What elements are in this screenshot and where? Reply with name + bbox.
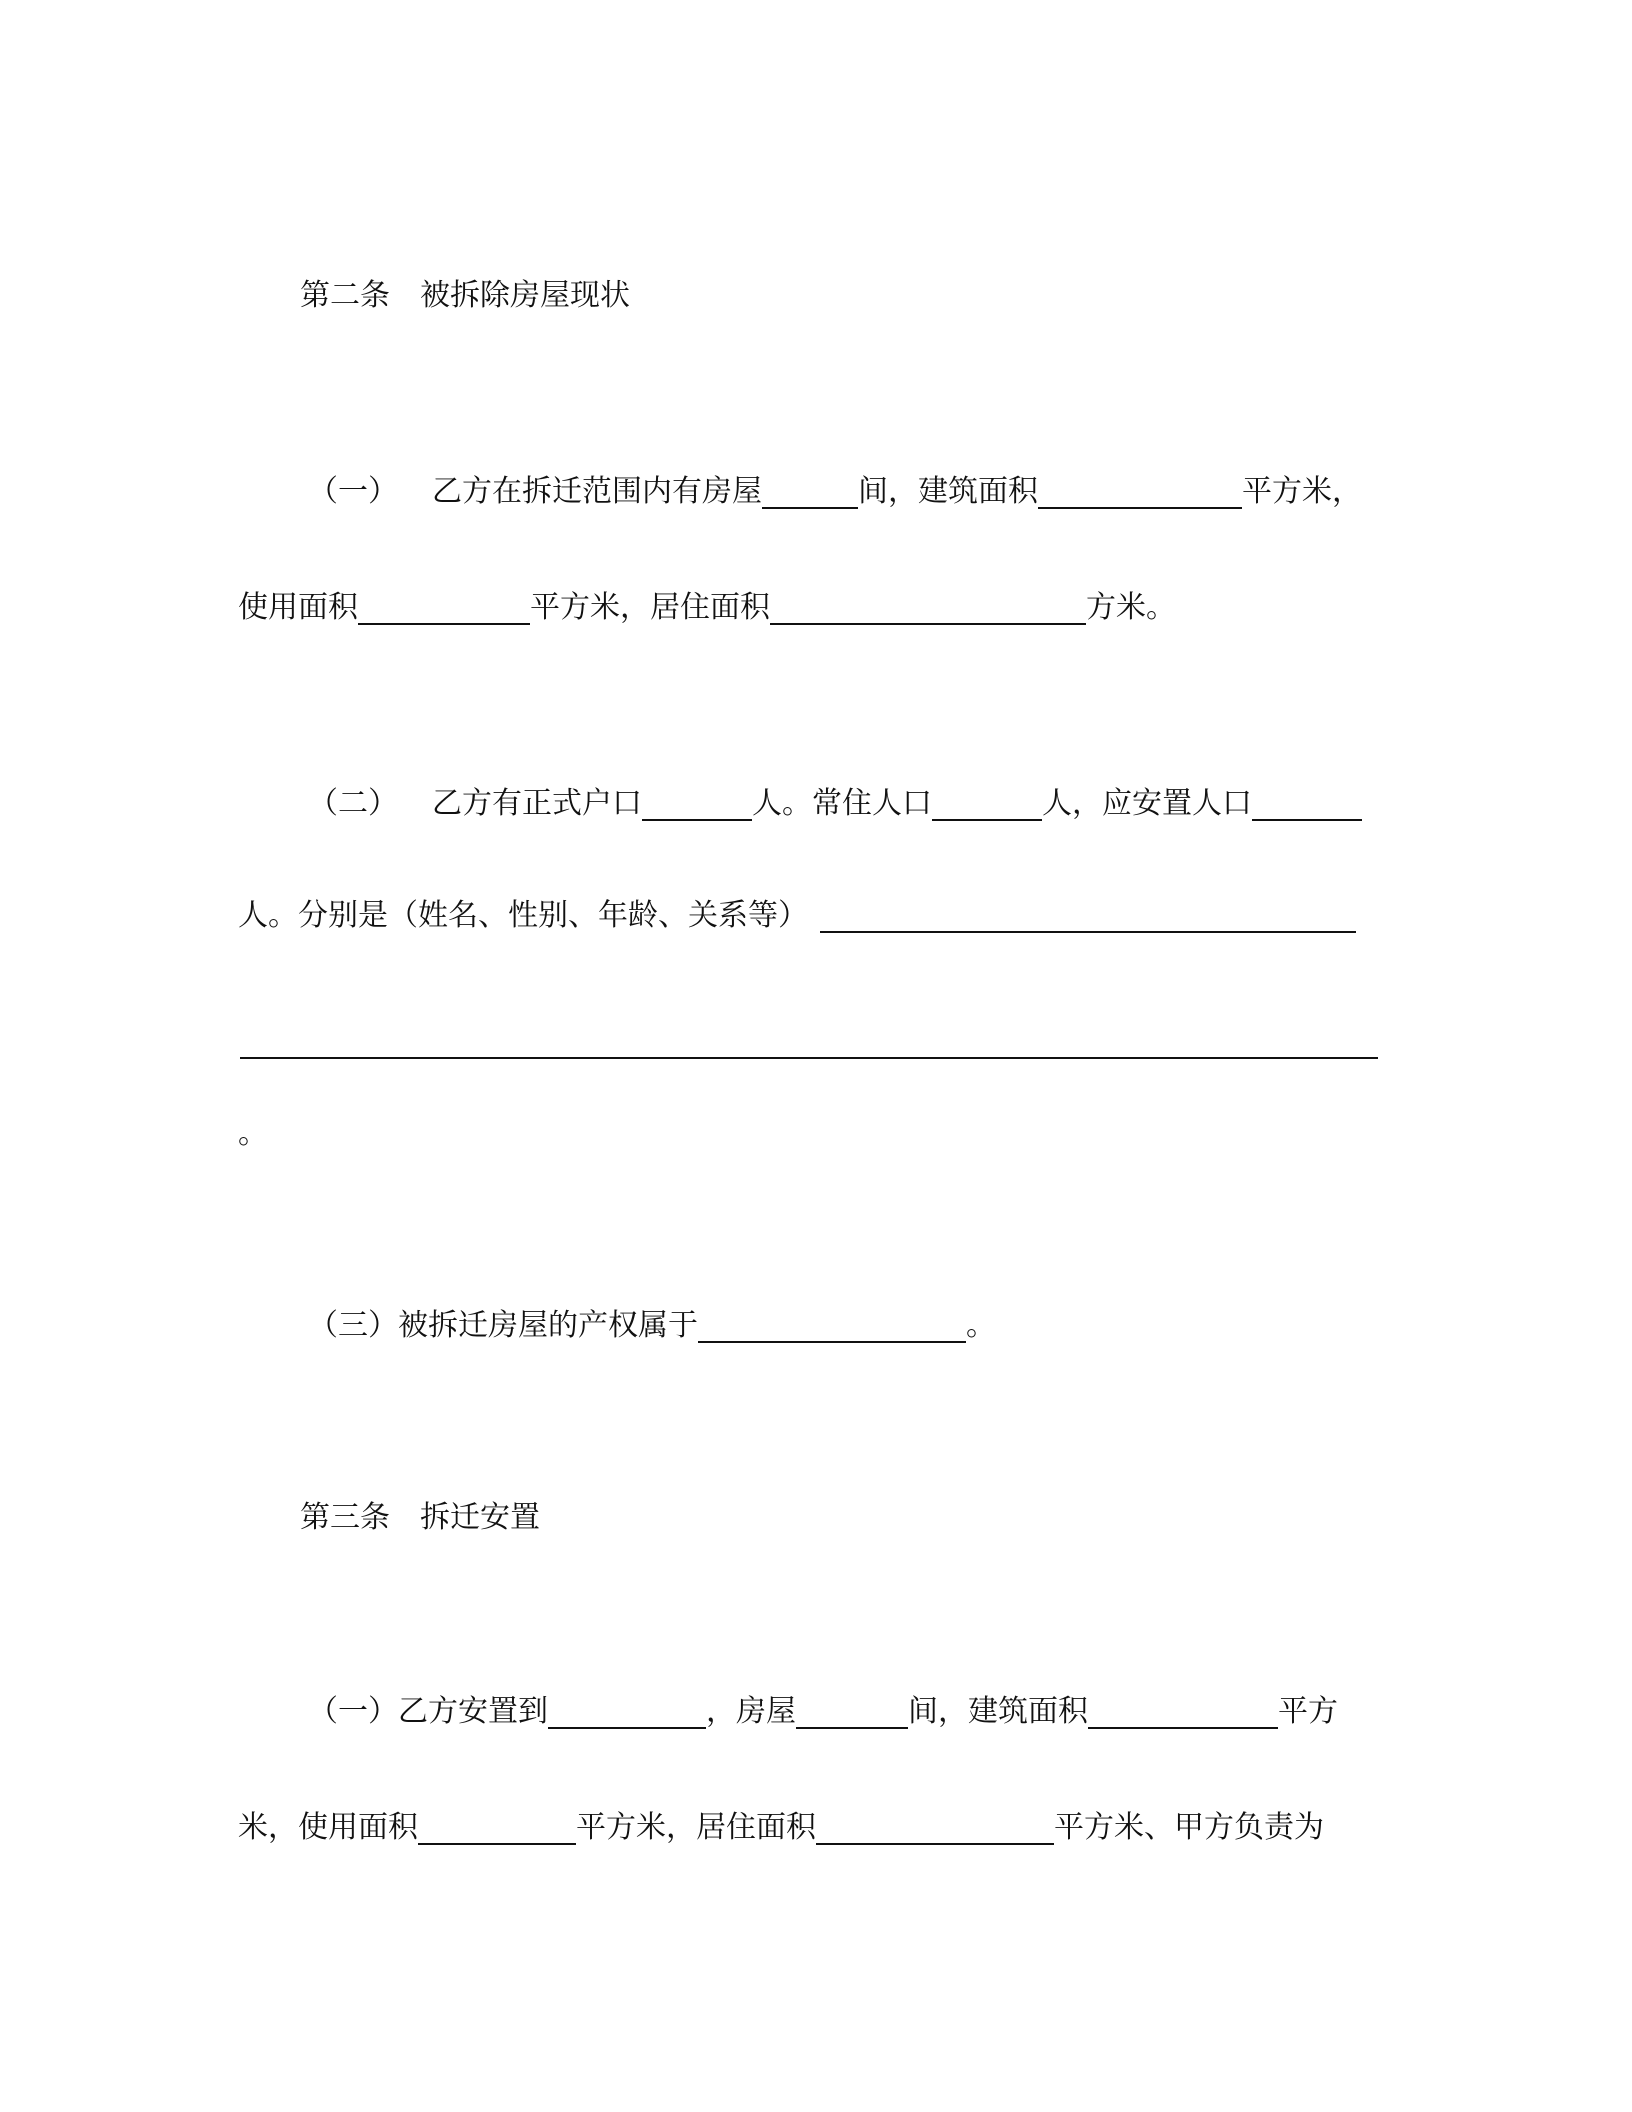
blank-resident-persons-field[interactable] (932, 819, 1042, 821)
item-text: ，房屋 (706, 1694, 796, 1729)
blank-new-usable-area-field[interactable] (418, 1843, 576, 1845)
article-2-item-2-line-3 (238, 1114, 268, 1154)
item-text: 平方米、甲方负责为 (1054, 1810, 1324, 1845)
item-text: 乙方在拆迁范围内有房屋 (432, 474, 762, 509)
blank-rooms-field[interactable] (762, 507, 858, 509)
item-text: 人。常住人口 (752, 786, 932, 821)
article-2-item-2-line-1 (308, 784, 1362, 824)
article-3-heading-text: 第三条 拆迁安置 (300, 1500, 540, 1535)
article-2-item-1-line-2 (238, 588, 1176, 628)
item-text: 平方 (1278, 1694, 1338, 1729)
item-text: 间，建筑面积 (908, 1694, 1088, 1729)
article-2-item-2-line-2 (238, 896, 1356, 936)
article-3-heading (300, 1498, 540, 1538)
blank-resettle-persons-field[interactable] (1252, 819, 1362, 821)
item-text: 乙方有正式户口 (432, 786, 642, 821)
item-text: 方米。 (1086, 590, 1176, 625)
blank-living-area-field[interactable] (770, 623, 1086, 625)
blank-new-building-area-field[interactable] (1088, 1727, 1278, 1729)
article-3-item-1-line-2 (238, 1808, 1324, 1848)
blank-building-area-field[interactable] (1038, 507, 1242, 509)
item-text: 人，应安置人口 (1042, 786, 1252, 821)
item-text: 米，使用面积 (238, 1810, 418, 1845)
item-label: （一） (308, 474, 398, 509)
item-text: （三）被拆迁房屋的产权属于 (308, 1308, 698, 1343)
article-2-heading (300, 276, 630, 316)
item-text: （一）乙方安置到 (308, 1694, 548, 1729)
article-2-item-1-line-1 (308, 472, 1362, 512)
article-2-heading-text: 第二条 被拆除房屋现状 (300, 278, 630, 313)
item-text: 。 (966, 1308, 996, 1343)
article-3-item-1-line-1 (308, 1692, 1338, 1732)
blank-persons-detail-continuation-field[interactable] (240, 1057, 1378, 1059)
blank-new-rooms-field[interactable] (796, 1727, 908, 1729)
item-text: 平方米，居住面积 (576, 1810, 816, 1845)
blank-property-owner-field[interactable] (698, 1341, 966, 1343)
blank-resettle-location-field[interactable] (548, 1727, 706, 1729)
article-2-item-3 (308, 1306, 996, 1346)
item-text: 间，建筑面积 (858, 474, 1038, 509)
item-text: 。 (238, 1116, 268, 1151)
blank-usable-area-field[interactable] (358, 623, 530, 625)
item-text: 人。分别是（姓名、性别、年龄、关系等） (238, 898, 808, 933)
item-text: 使用面积 (238, 590, 358, 625)
blank-registered-persons-field[interactable] (642, 819, 752, 821)
item-label: （二） (308, 786, 398, 821)
blank-persons-detail-field[interactable] (820, 931, 1356, 933)
item-text: 平方米， (1242, 474, 1362, 509)
blank-new-living-area-field[interactable] (816, 1843, 1054, 1845)
item-text: 平方米，居住面积 (530, 590, 770, 625)
